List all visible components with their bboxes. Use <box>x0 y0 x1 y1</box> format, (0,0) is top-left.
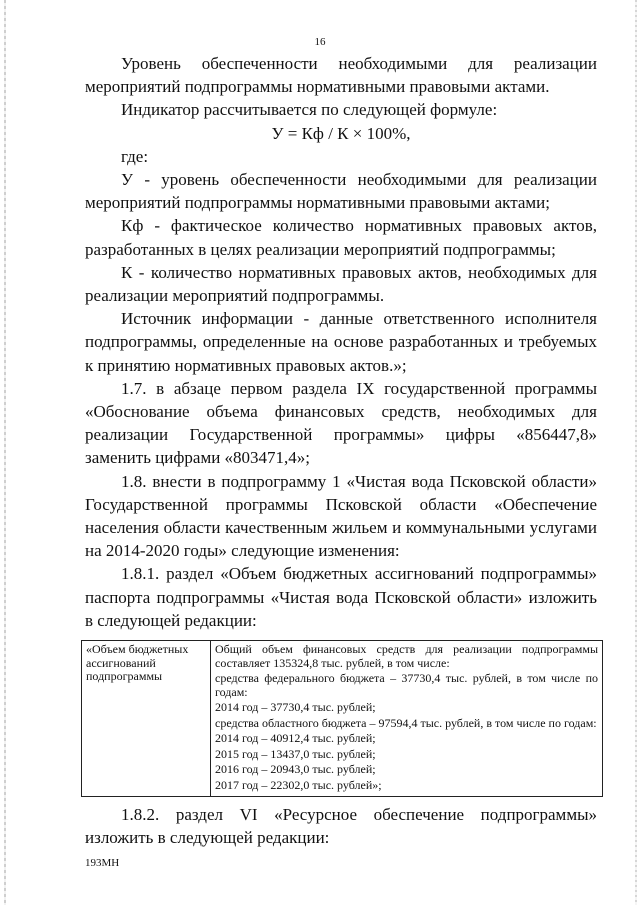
scan-edge-right <box>635 0 637 905</box>
definition-u: У - уровень обеспеченности необходимыми для реализации мероприятий подпрограммы нормативными правовыми актами; <box>85 170 597 213</box>
definition-kf: Кф - фактическое количество нормативных правовых актов, разработанных в целях реализации мероприятий подпрограммы; <box>85 216 597 259</box>
document-body <box>85 52 597 849</box>
item-1-8-1: 1.8.1. раздел «Объем бюджетных ассигнований подпрограммы» паспорта подпрограммы «Чистая вода Псковской области» изложить в следующей редакции: <box>85 564 597 630</box>
table-line: 2017 год – 22302,0 тыс. рублей»; <box>215 777 382 792</box>
table-line: 2014 год – 40912,4 тыс. рублей; <box>215 731 376 746</box>
table-label-cell: «Объем бюджетных ассигнований подпрограммы <box>82 641 211 797</box>
information-source: Источник информации - данные ответственного исполнителя подпрограммы, определенные на основе разработанных и требуемых к принятию нормативных правовых актов.»; <box>85 309 597 375</box>
table-line: средства областного бюджета – 97594,4 тыс. рублей, в том числе по годам: <box>215 715 597 730</box>
definition-k: К - количество нормативных правовых актов, необходимых для реализации мероприятий подпрограммы. <box>85 262 597 306</box>
table-line: 2015 год – 13437,0 тыс. рублей; <box>215 746 376 761</box>
table-line: Общий объем финансовых средств для реализации подпрограммы составляет 135324,8 тыс. рублей, в том числе: <box>215 642 598 670</box>
paragraph-1-line-2: мероприятий подпрограммы нормативными правовыми актами. <box>85 77 550 97</box>
scan-edge-left <box>4 0 6 905</box>
where-label: где: <box>121 146 149 166</box>
item-1-7: 1.7. в абзаце первом раздела IX государственной программы «Обоснование объема финансовых средств, необходимых для реализации Государственной программы» цифры «856447,8» заменить цифрами «803471,4»; <box>85 378 597 468</box>
item-1-8-2: 1.8.2. раздел VI «Ресурсное обеспечение подпрограммы» изложить в следующей редакции: <box>85 805 597 848</box>
table-row <box>82 641 603 797</box>
table-line: 2014 год – 37730,4 тыс. рублей; <box>215 700 376 715</box>
table-value-cell <box>211 641 603 797</box>
paragraph-1-line-1: Уровень обеспеченности необходимыми для реализации <box>121 54 597 73</box>
page-number: 16 <box>314 36 326 48</box>
formula: У = Кф / К × 100%, <box>271 123 411 143</box>
table-line: средства федерального бюджета – 37730,4 тыс. рублей, в том числе по годам: <box>215 671 598 699</box>
document-code: 193МН <box>85 857 120 869</box>
budget-table <box>81 640 603 797</box>
formula-intro: Индикатор рассчитывается по следующей формуле: <box>121 100 498 120</box>
item-1-8: 1.8. внести в подпрограмму 1 «Чистая вода Псковской области» Государственной программы Псковской области «Обеспечение населения области качественным жильем и коммунальными услугами на 2014-2020 годы» следующие изменения: <box>85 471 597 561</box>
table-line: 2016 год – 20943,0 тыс. рублей; <box>215 762 376 777</box>
